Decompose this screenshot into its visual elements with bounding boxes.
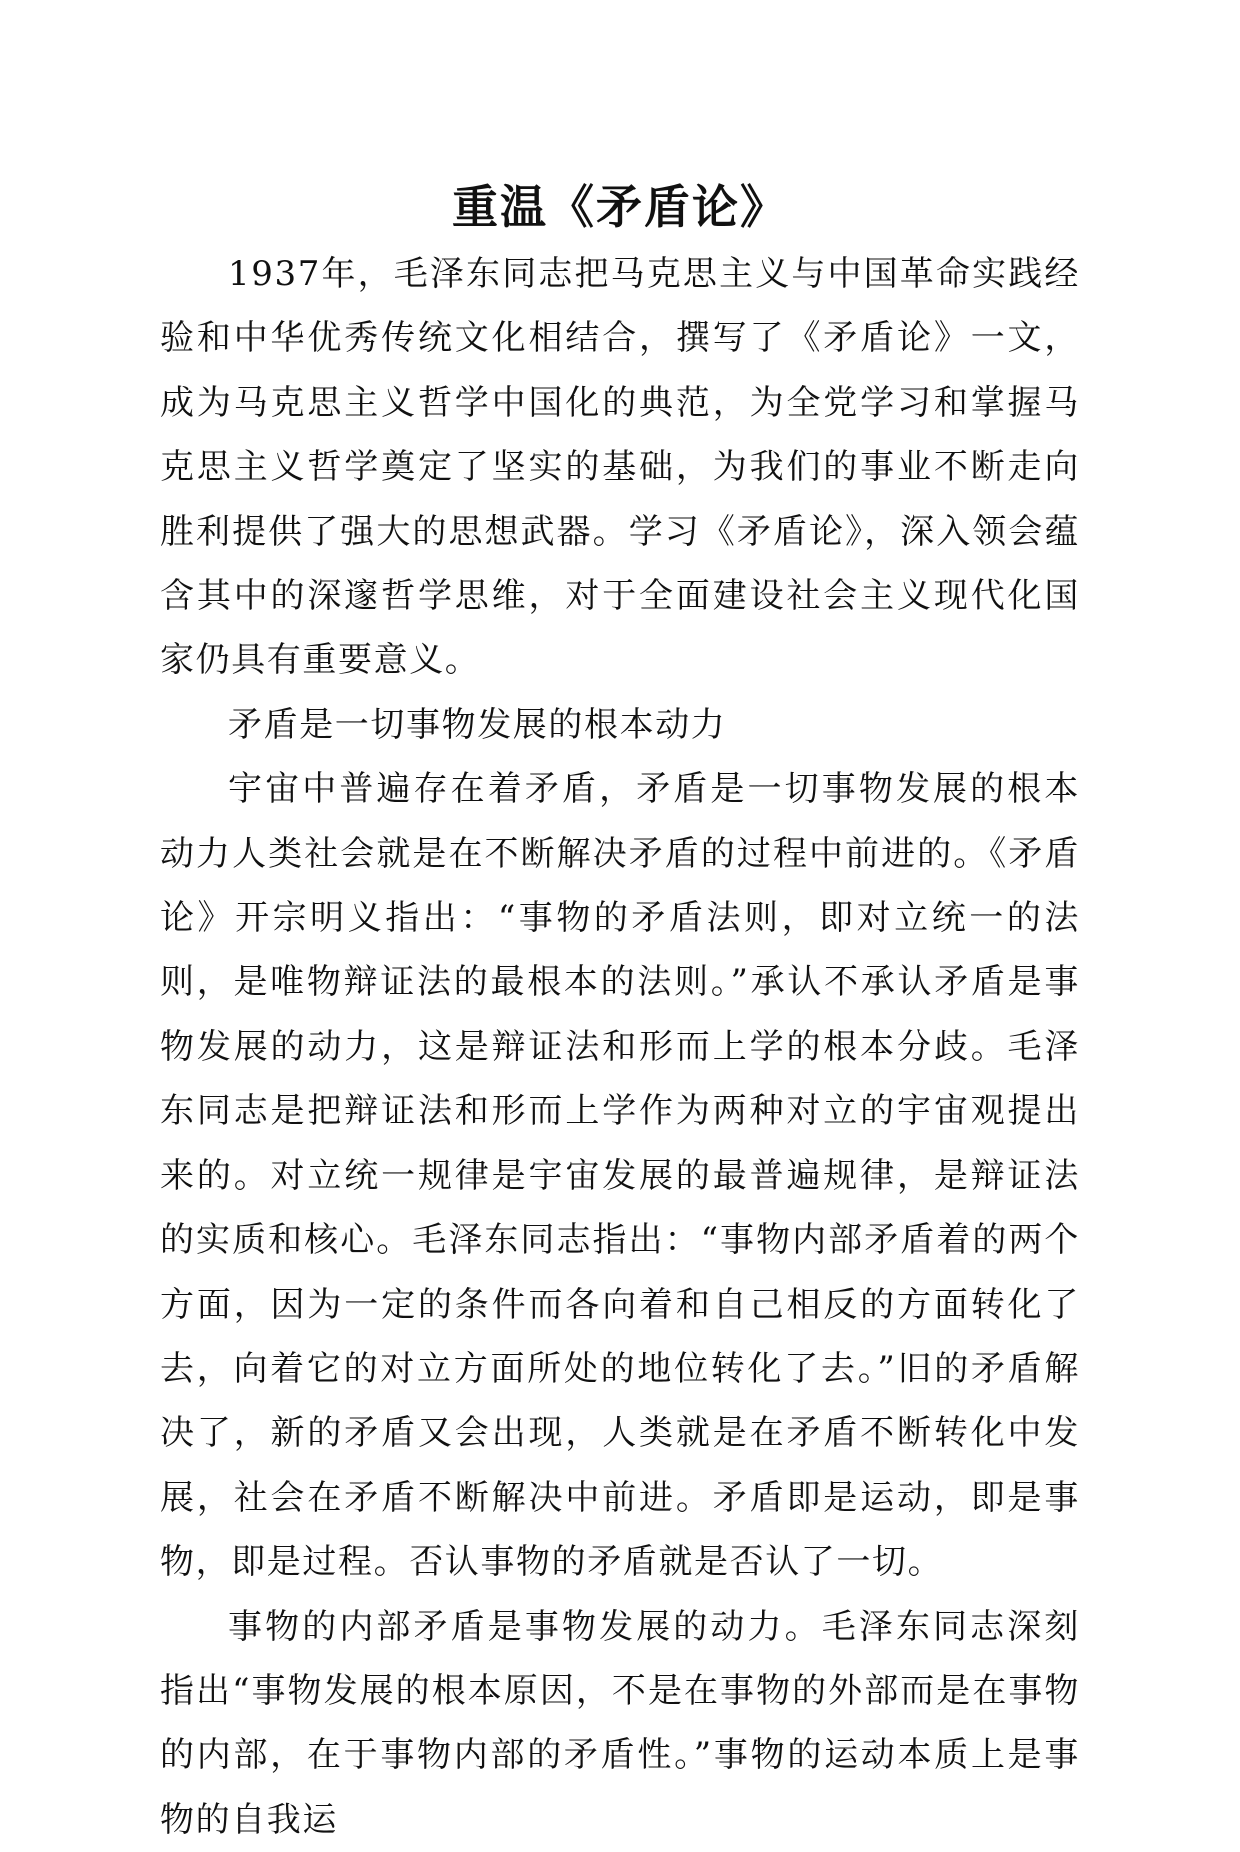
document-title: 重温《矛盾论》 [452,180,788,234]
section-heading: 矛盾是一切事物发展的根本动力 [228,704,727,745]
section-paragraph-1: 宇宙中普遍存在着矛盾，矛盾是一切事物发展的根本动力人类社会就是在不断解决矛盾的过程中前进的。《矛盾论》开宗明义指出：“事物的矛盾法则，即对立统一的法则，是唯物辩证法的最根本的法则。”承认不承认矛盾是事物发展的动力，这是辩证法和形而上学的根本分歧。毛泽东同志是把辩证法和形而上学作为两种对立的宇宙观提出来的。对立统一规律是宇宙发展的最普遍规律，是辩证法的实质和核心。毛泽东同志指出：“事物内部矛盾着的两个方面，因为一定的条件而各向着和自己相反的方面转化了去，向着它的对立方面所处的地位转化了去。”旧的矛盾解决了，新的矛盾又会出现，人类就是在矛盾不断转化中发展，社会在矛盾不断解决中前进。矛盾即是运动，即是事物，即是过程。否认事物的矛盾就是否认了一切。 [160,769,1080,1583]
document-body [160,242,1080,1852]
intro-paragraph: 1937年，毛泽东同志把马克思主义与中国革命实践经验和中华优秀传统文化相结合，撰写了《矛盾论》一文，成为马克思主义哲学中国化的典范，为全党学习和掌握马克思主义哲学奠定了坚实的基础，为我们的事业不断走向胜利提供了强大的思想武器。学习《矛盾论》，深入领会蕴含其中的深邃哲学思维，对于全面建设社会主义现代化国家仍具有重要意义。 [160,254,1080,681]
section-paragraph-2: 事物的内部矛盾是事物发展的动力。毛泽东同志深刻指出“事物发展的根本原因，不是在事物的外部而是在事物的内部，在于事物内部的矛盾性。”事物的运动本质上是事物的自我运 [160,1606,1080,1840]
